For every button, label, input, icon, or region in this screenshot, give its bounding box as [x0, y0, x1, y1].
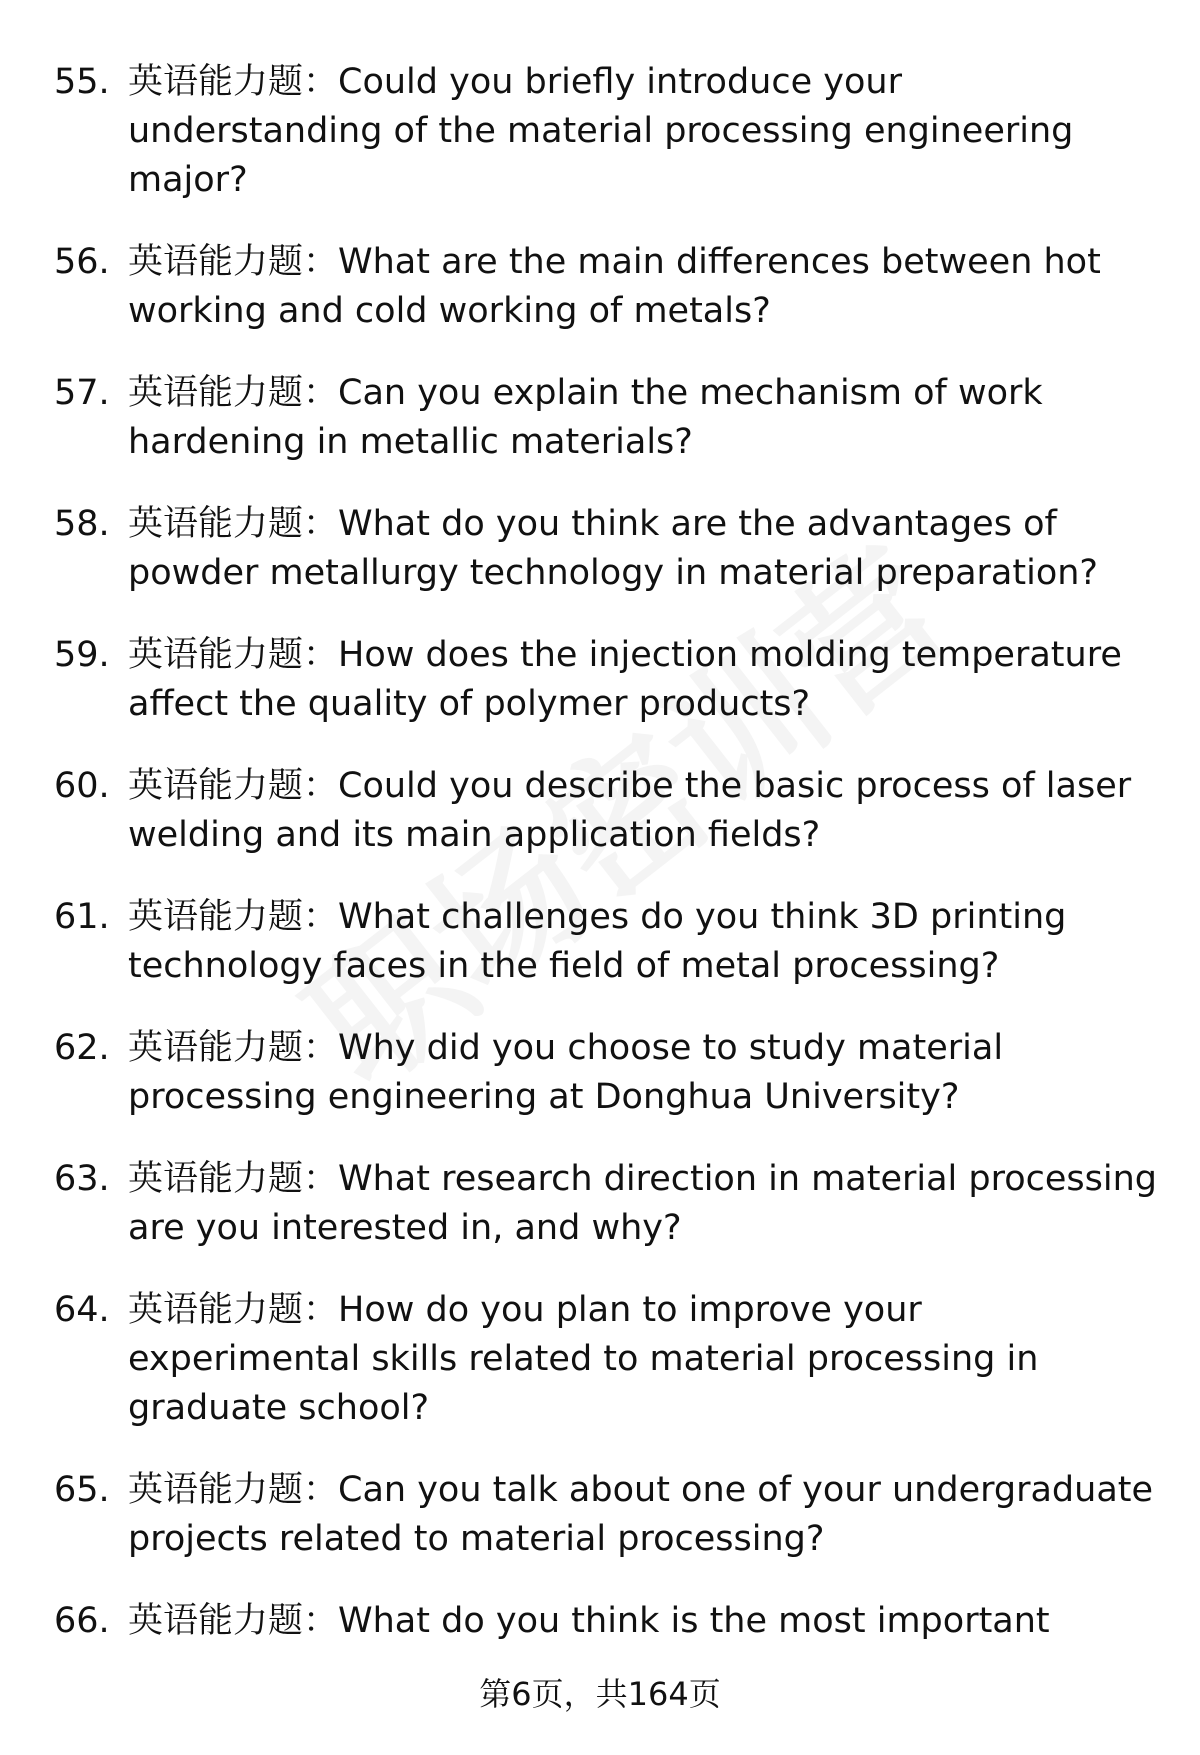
- question-tag: 英语能力题：: [128, 1159, 339, 1199]
- question-tag: 英语能力题：: [128, 766, 339, 806]
- question-item: [0, 762, 1200, 860]
- question-item: [0, 1155, 1200, 1253]
- question-text: Could you describe the basic process of laser welding and its main application fields?: [128, 766, 1132, 855]
- question-number: 56.: [54, 242, 110, 282]
- question-text: What research direction in material processing are you interested in, and why?: [128, 1159, 1158, 1248]
- question-tag: 英语能力题：: [128, 897, 339, 937]
- question-tag: 英语能力题：: [128, 1470, 339, 1510]
- question-tag: 英语能力题：: [128, 635, 339, 675]
- question-list: [0, 58, 1200, 1679]
- question-tag: 英语能力题：: [128, 1290, 339, 1330]
- question-item: [0, 1286, 1200, 1433]
- question-number: 58.: [54, 504, 110, 544]
- question-number: 65.: [54, 1470, 110, 1510]
- question-tag: 英语能力题：: [128, 242, 339, 282]
- question-text: Can you talk about one of your undergraduate projects related to material processing?: [128, 1470, 1154, 1559]
- question-text: What do you think is the most important: [338, 1601, 1050, 1641]
- question-text: What are the main differences between hot working and cold working of metals?: [128, 242, 1101, 331]
- question-item: [0, 893, 1200, 991]
- question-number: 55.: [54, 62, 110, 102]
- question-number: 64.: [54, 1290, 110, 1330]
- question-item: [0, 58, 1200, 205]
- question-text: Can you explain the mechanism of work hardening in metallic materials?: [128, 373, 1043, 462]
- question-text: What challenges do you think 3D printing technology faces in the field of metal processing?: [128, 897, 1067, 986]
- question-tag: 英语能力题：: [128, 62, 339, 102]
- page-footer: 第6页，共164页: [479, 1675, 721, 1713]
- question-text: Why did you choose to study material processing engineering at Donghua University?: [128, 1028, 1004, 1117]
- question-item: [0, 238, 1200, 336]
- question-text: What do you think are the advantages of powder metallurgy technology in material preparation?: [128, 504, 1098, 593]
- question-number: 57.: [54, 373, 110, 413]
- question-item: [0, 1597, 1200, 1646]
- question-item: [0, 500, 1200, 598]
- question-tag: 英语能力题：: [128, 373, 339, 413]
- question-text: Could you briefly introduce your understanding of the material processing engineering major?: [128, 62, 1074, 200]
- question-number: 61.: [54, 897, 110, 937]
- question-item: [0, 1466, 1200, 1564]
- question-number: 66.: [54, 1601, 110, 1641]
- question-text: How do you plan to improve your experimental skills related to material processing in graduate school?: [128, 1290, 1039, 1428]
- question-tag: 英语能力题：: [128, 504, 339, 544]
- question-number: 60.: [54, 766, 110, 806]
- question-number: 62.: [54, 1028, 110, 1068]
- question-item: [0, 369, 1200, 467]
- question-number: 59.: [54, 635, 110, 675]
- question-item: [0, 631, 1200, 729]
- question-tag: 英语能力题：: [128, 1601, 339, 1641]
- question-number: 63.: [54, 1159, 110, 1199]
- question-item: [0, 1024, 1200, 1122]
- question-tag: 英语能力题：: [128, 1028, 339, 1068]
- question-text: How does the injection molding temperature affect the quality of polymer products?: [128, 635, 1122, 724]
